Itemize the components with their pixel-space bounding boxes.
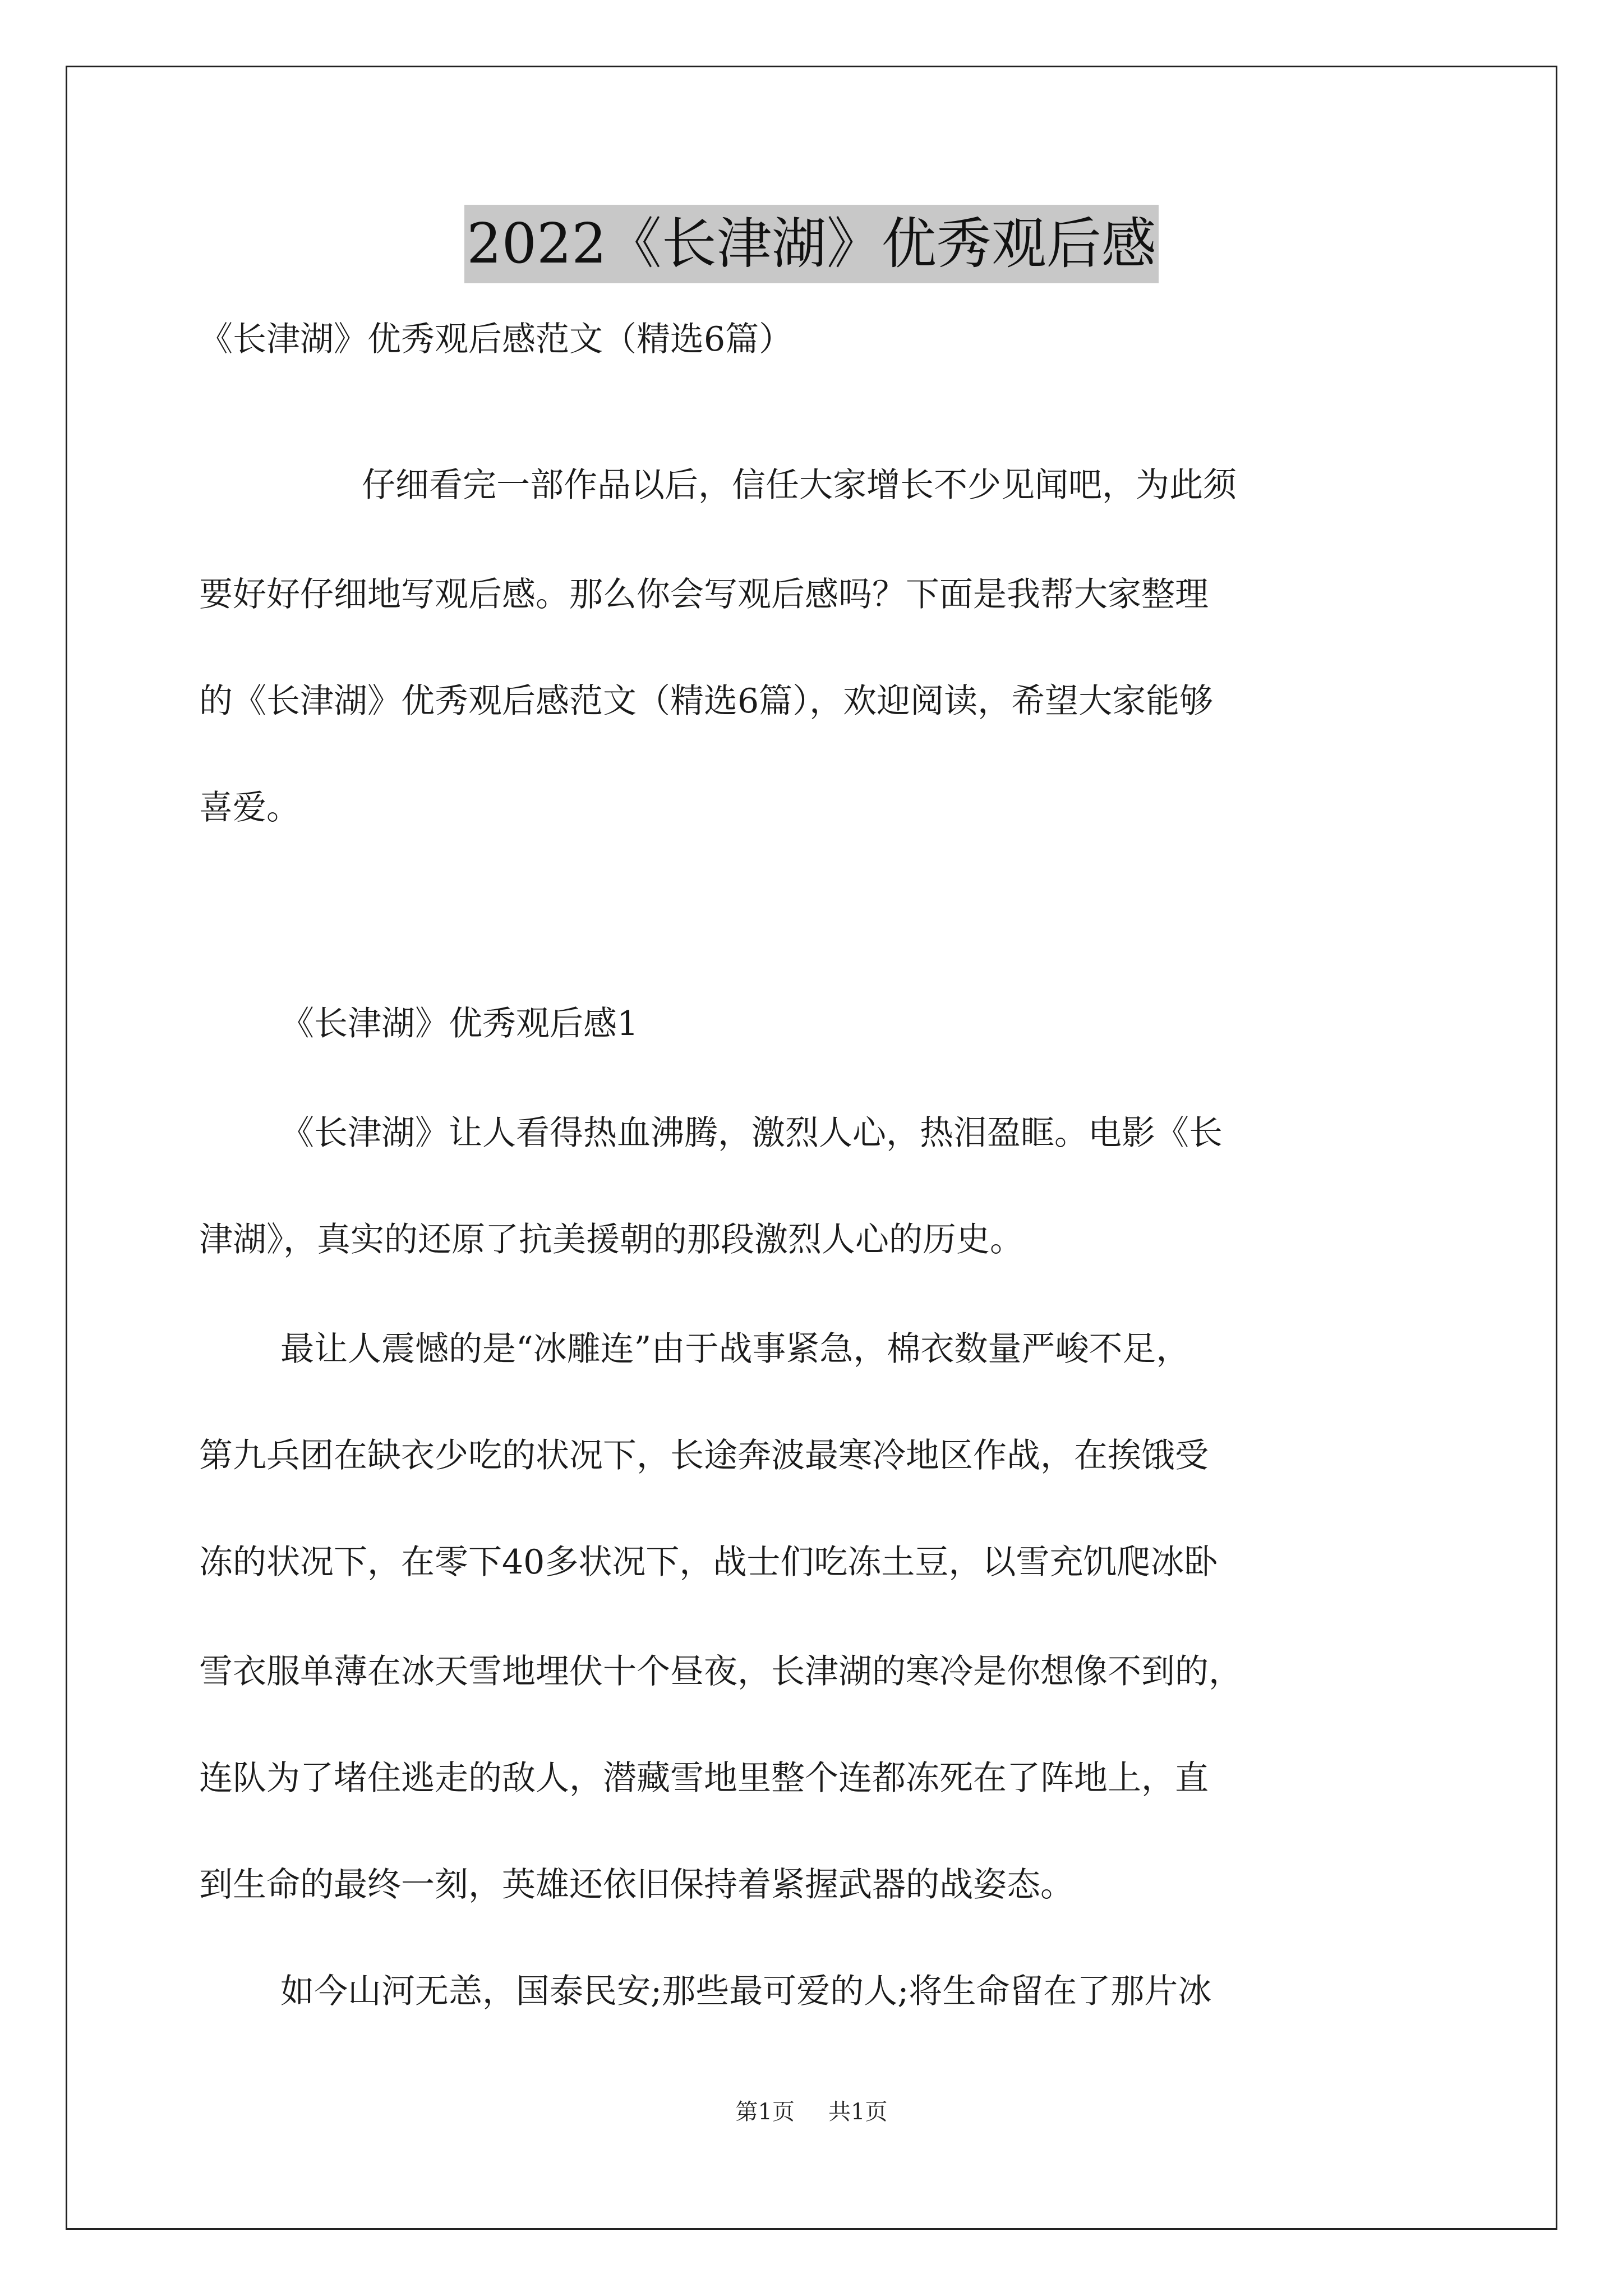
page-footer (0, 2095, 1623, 2129)
page-number: 第1页 (735, 2099, 795, 2125)
page-total: 共1页 (828, 2099, 888, 2125)
intro-line: 喜爱。 (199, 788, 300, 827)
intro-line: 要好好仔细地写观后感。那么你会写观后感吗？下面是我帮大家整理 (199, 575, 1209, 614)
section-heading: 《长津湖》优秀观后感1 (280, 1004, 639, 1043)
paragraph-line: 第九兵团在缺衣少吃的状况下，长途奔波最寒冷地区作战，在挨饿受 (199, 1436, 1209, 1475)
paragraph-line: 津湖》，真实的还原了抗美援朝的那段激烈人心的历史。 (199, 1220, 1023, 1259)
paragraph-line: 如今山河无恙，国泰民安;那些最可爱的人;将生命留在了那片冰 (280, 1972, 1212, 2011)
paragraph-line: 到生命的最终一刻，英雄还依旧保持着紧握武器的战姿态。 (199, 1865, 1074, 1904)
paragraph-line: 《长津湖》让人看得热血沸腾，激烈人心，热泪盈眶。电影《长 (280, 1114, 1223, 1153)
paragraph-line: 最让人震憾的是“冰雕连”由于战事紧急，棉衣数量严峻不足， (280, 1329, 1190, 1369)
paragraph-line: 雪衣服单薄在冰天雪地埋伏十个昼夜，长津湖的寒冷是你想像不到的， (199, 1652, 1242, 1691)
document-title: 2022《长津湖》优秀观后感 (464, 205, 1158, 283)
intro-line: 仔细看完一部作品以后，信任大家增长不少见闻吧，为此须 (362, 466, 1237, 505)
intro-line: 的《长津湖》优秀观后感范文（精选6篇），欢迎阅读，希望大家能够 (199, 682, 1214, 721)
paragraph-line: 连队为了堵住逃走的敌人，潜藏雪地里整个连都冻死在了阵地上，直 (199, 1759, 1209, 1798)
paragraph-line: 冻的状况下，在零下40多状况下，战士们吃冻土豆，以雪充饥爬冰卧 (199, 1543, 1218, 1582)
title-container (0, 205, 1623, 283)
document-subtitle: 《长津湖》优秀观后感范文（精选6篇） (199, 320, 793, 359)
